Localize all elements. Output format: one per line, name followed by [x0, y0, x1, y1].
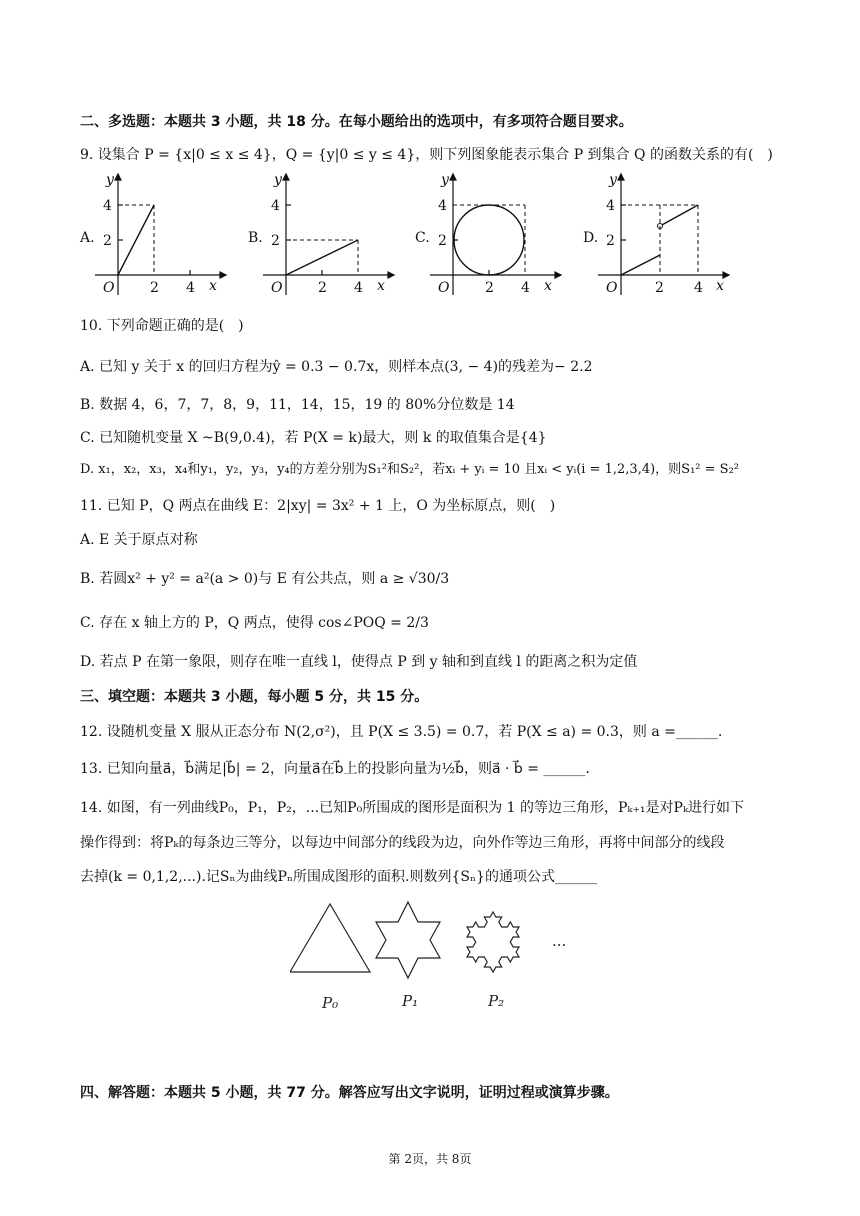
curve-p0	[290, 904, 370, 972]
x-axis-label: x	[716, 278, 724, 294]
figure-label-p2: P₂	[488, 992, 505, 1010]
graph-option-d	[598, 170, 758, 300]
tick-label: 2	[606, 233, 615, 249]
curve-p1	[376, 902, 440, 978]
tick-label: 2	[271, 233, 280, 249]
y-axis-label: y	[609, 172, 617, 188]
y-axis-label: y	[274, 172, 282, 188]
section-2-heading: 二、多选题：本题共 3 小题，共 18 分。在每小题给出的选项中，有多项符合题目要求。	[80, 114, 633, 130]
question-10-option-c: C. 已知随机变量 X ~B(9,0.4)，若 P(X = k)最大，则 k 的取值集合是{4}	[80, 430, 547, 446]
tick-label: 4	[186, 280, 195, 296]
y-axis-label: y	[441, 172, 449, 188]
tick-label: 4	[438, 198, 447, 214]
figure-label-p0: P₀	[322, 994, 339, 1012]
origin-label: O	[606, 280, 618, 296]
question-14-line-2: 操作得到：将Pₖ的每条边三等分，以每边中间部分的线段为边，向外作等边三角形，再将中间部分的线段	[80, 835, 725, 851]
tick-label: 2	[103, 233, 112, 249]
option-d-label: D.	[583, 230, 599, 246]
graph-option-a	[95, 170, 255, 300]
tick-label: 4	[606, 198, 615, 214]
origin-label: O	[438, 280, 450, 296]
curve-p2	[467, 912, 519, 972]
question-10-option-d: D. x₁，x₂，x₃，x₄和y₁，y₂，y₃，y₄的方差分别为S₁²和S₂²，若xᵢ + yᵢ = 10 且xᵢ < yᵢ(i = 1,2,3,4)，则S₁² = S₂²	[80, 462, 739, 477]
origin-label: O	[271, 280, 283, 296]
question-11-option-b: B. 若圆x² + y² = a²(a > 0)与 E 有公共点，则 a ≥ √30/3	[80, 571, 450, 587]
tick-label: 4	[103, 198, 112, 214]
option-b-label: B.	[248, 230, 263, 246]
page-footer: 第 2页，共 8页	[388, 1152, 472, 1166]
x-axis-label: x	[544, 278, 552, 294]
question-10-stem: 10. 下列命题正确的是( )	[80, 318, 244, 334]
y-axis-label: y	[106, 172, 114, 188]
graph-option-b	[263, 170, 423, 300]
tick-label: 2	[485, 280, 494, 296]
figure-ellipsis: ...	[552, 932, 567, 950]
section-4-heading: 四、解答题：本题共 5 小题，共 77 分。解答应写出文字说明，证明过程或演算步骤。	[80, 1085, 619, 1101]
question-10-option-b: B. 数据 4，6，7，7，8，9，11，14，15，19 的 80%分位数是 14	[80, 397, 515, 413]
graph-option-c	[430, 170, 590, 300]
figure-label-p1: P₁	[402, 992, 419, 1010]
tick-label: 4	[694, 280, 703, 296]
tick-label: 4	[271, 198, 280, 214]
option-a-label: A.	[80, 230, 95, 246]
x-axis-label: x	[209, 278, 217, 294]
question-10-option-a: A. 已知 y 关于 x 的回归方程为ŷ = 0.3 − 0.7x，则样本点(3, − 4)的残差为− 2.2	[80, 359, 593, 375]
tick-label: 2	[318, 280, 327, 296]
origin-label: O	[103, 280, 115, 296]
question-11-stem: 11. 已知 P，Q 两点在曲线 E：2|xy| = 3x² + 1 上，O 为坐标原点，则( )	[80, 498, 556, 514]
question-11-option-c: C. 存在 x 轴上方的 P，Q 两点，使得 cos∠POQ = 2/3	[80, 615, 429, 631]
question-11-option-d: D. 若点 P 在第一象限，则存在唯一直线 l，使得点 P 到 y 轴和到直线 l 的距离之积为定值	[80, 654, 638, 670]
koch-curve-figure	[290, 892, 590, 1022]
tick-label: 2	[438, 233, 447, 249]
question-14-line-3: 去掉(k = 0,1,2,...).记Sₙ为曲线Pₙ所围成图形的面积.则数列{Sₙ}的通项公式______	[80, 869, 597, 885]
x-axis-label: x	[377, 278, 385, 294]
question-12: 12. 设随机变量 X 服从正态分布 N(2,σ²)，且 P(X ≤ 3.5) = 0.7，若 P(X ≤ a) = 0.3，则 a =______.	[80, 724, 723, 740]
question-9-stem: 9. 设集合 P = {x|0 ≤ x ≤ 4}，Q = {y|0 ≤ y ≤ 4}，则下列图象能表示集合 P 到集合 Q 的函数关系的有( )	[80, 147, 773, 163]
question-11-option-a: A. E 关于原点对称	[80, 532, 198, 548]
question-13: 13. 已知向量a⃗，b⃗满足|b⃗| = 2，向量a⃗在b⃗上的投影向量为½b⃗，则a⃗ · b⃗ = ______.	[80, 761, 590, 777]
tick-label: 2	[655, 280, 664, 296]
question-14-line-1: 14. 如图，有一列曲线P₀，P₁，P₂，...已知P₀所围成的图形是面积为 1 的等边三角形，Pₖ₊₁是对Pₖ进行如下	[80, 800, 745, 816]
tick-label: 4	[521, 280, 530, 296]
tick-label: 2	[150, 280, 159, 296]
section-3-heading: 三、填空题：本题共 3 小题，每小题 5 分，共 15 分。	[80, 689, 429, 705]
tick-label: 4	[354, 280, 363, 296]
option-c-label: C.	[415, 230, 430, 246]
